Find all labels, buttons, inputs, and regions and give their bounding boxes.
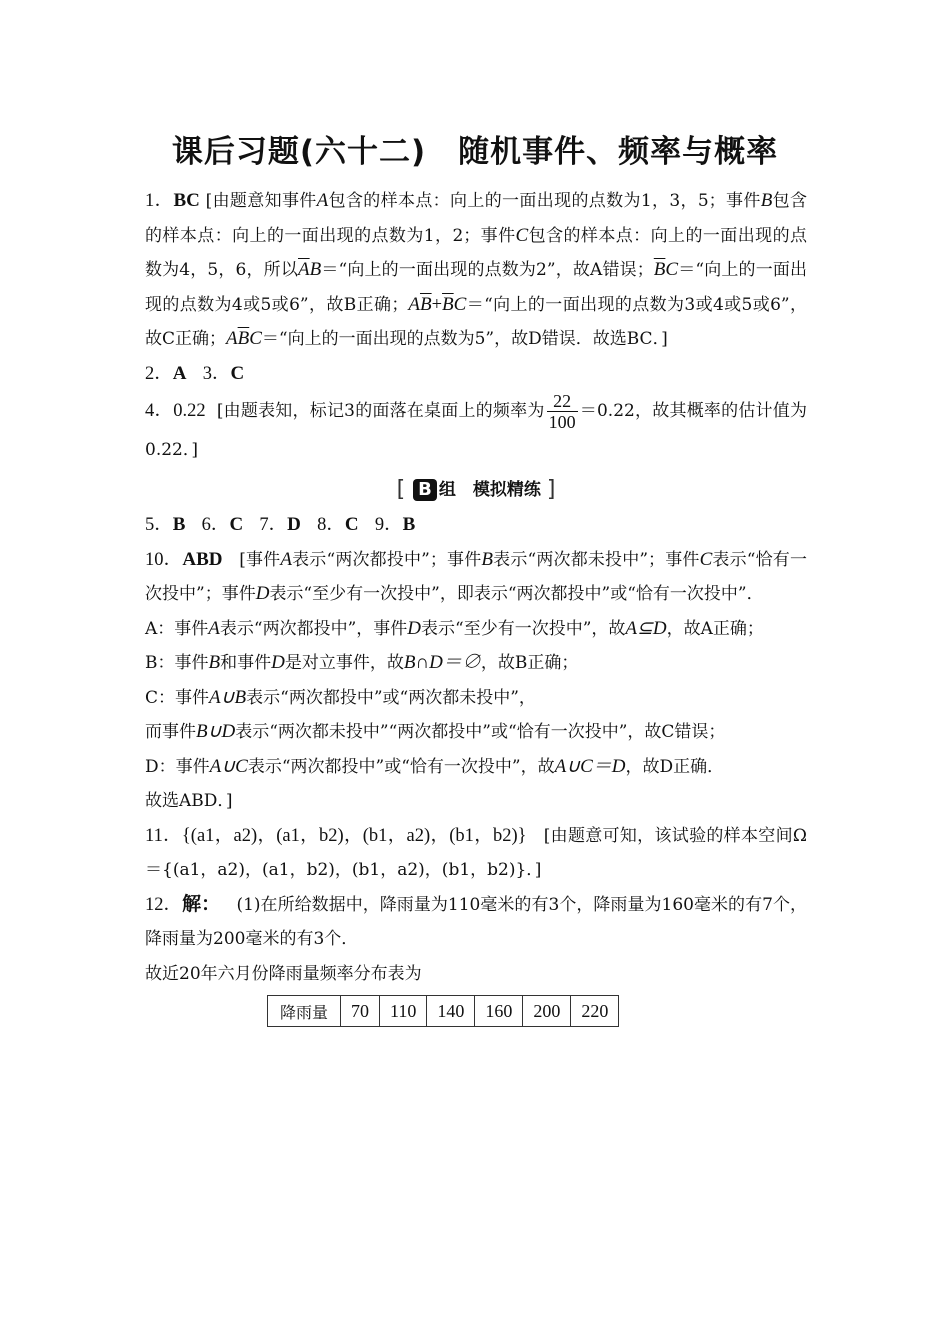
q1-expr-abar: $\overline{A}$ [298, 259, 310, 280]
q4-fraction [547, 391, 578, 432]
question-4 [145, 391, 807, 468]
q12-text-1: (1)在所给数据中，降雨量为110毫米的有3个，降雨量为160毫米的有7个，降雨量为200毫米的有3个． [145, 894, 807, 949]
q1-var-b: B [760, 190, 773, 211]
q1-expr-bbar: $\overline{B}$ [653, 259, 666, 280]
q1-text-3: 事件 [725, 191, 761, 211]
q10-b-text-1: B：事件 [145, 653, 209, 673]
q5-number: 5． [145, 515, 173, 535]
q10-d-text-1: D：事件 [145, 756, 210, 777]
q1-answer: BC [173, 190, 200, 211]
q10-text-1: [事件 [239, 549, 281, 570]
q10-c-text-4: 而事件 [145, 722, 196, 742]
q7-number: 7． [259, 515, 288, 535]
q1-text-6: ＝“向上的一面出现的点数为2”，故A错误； [321, 260, 654, 280]
q1-expr-c: C [665, 259, 679, 280]
table-cell-200: 200 [523, 996, 571, 1027]
q4-text-2: ＝0.22，故其概率的估计值为0.22．] [145, 401, 807, 460]
q10-number: 10． [145, 549, 183, 570]
question-10-intro [145, 543, 807, 612]
question-1 [145, 184, 807, 357]
table-cell-70: 70 [341, 996, 380, 1027]
questions-5-9 [145, 508, 807, 543]
q6-answer: C [229, 514, 244, 535]
q7-answer: D [287, 514, 301, 535]
q1-expr-a-bbar [408, 294, 431, 315]
q3-answer: C [230, 362, 245, 384]
q10-b-text-2: 和事件 [220, 653, 272, 673]
q1-text-2: 包含的样本点：向上的一面出现的点数为1，3，5； [328, 191, 726, 211]
q1-var-a: A [316, 190, 329, 211]
q10-c-text-6: 表示“两次都未投中”“两次都投中”或“恰有一次投中”，故C错误； [235, 722, 726, 742]
q1-text-9: ＝“向上的一面出现的点数为5”，故D错误．故选BC．] [261, 329, 668, 349]
question-10-option-c [145, 681, 807, 750]
q8-number: 8． [317, 515, 345, 535]
answer-content [145, 184, 807, 1027]
q10-b-var-b: B [208, 652, 221, 673]
q1-text-8: ＝“向上的一面出现的点数为3或4或5或6”，故C正确； [145, 294, 807, 349]
q10-var-a: A [280, 548, 292, 570]
rainfall-frequency-table [267, 995, 619, 1027]
table-header-cell: 降雨量 [268, 996, 341, 1027]
q1-expr-bbar3: $\overline{B}$ [442, 293, 454, 315]
question-10-option-b [145, 646, 807, 681]
q2-number: 2． [145, 363, 173, 384]
question-11 [145, 819, 807, 888]
q12-number: 12． [145, 894, 183, 915]
q10-var-d: D [255, 583, 270, 604]
page-title: 课后习题(六十二) 随机事件、频率与概率 [171, 134, 779, 170]
q10-a-var-d: D [407, 617, 422, 639]
q11-number: 11． [145, 825, 182, 846]
group-bracket-close: ] [546, 477, 556, 502]
question-10-option-a [145, 612, 807, 647]
q1-expr-bbar2: $\overline{B}$ [419, 293, 432, 315]
q10-a-text-5: ，故A正确； [666, 618, 764, 639]
group-bracket-open: [ [396, 477, 406, 502]
q10-a-text-2: 表示“两次都投中”，事件 [219, 618, 408, 639]
q10-c-text-3: 表示“两次都投中”或“两次都未投中”， [246, 687, 536, 708]
q1-expr-a3: A [226, 328, 238, 349]
q1-expr-bbar-c [654, 259, 678, 280]
q9-answer: B [402, 514, 416, 535]
q1-text-4: 包含的样本点：向上的一面出现的点数为1，2；事件 [145, 191, 808, 246]
q8-answer: C [344, 514, 359, 535]
q10-b-expr: B∩D＝∅ [403, 652, 481, 673]
q1-number: 1． [145, 191, 174, 211]
q10-d-expr-1: A∪C [209, 755, 248, 777]
q10-c-expr-2: B∪D [196, 721, 236, 742]
question-12-table-intro [145, 957, 807, 992]
q10-b-text-5: ，故B正确； [480, 653, 579, 673]
table-cell-110: 110 [380, 996, 427, 1027]
q10-text-3: 表示“两次都未投中”；事件 [492, 549, 700, 570]
question-2-3 [145, 357, 807, 392]
q1-expr-c2: C [453, 293, 467, 315]
q4-numerator: 22 [547, 391, 578, 412]
q4-text-1: [由题表知，标记3的面落在桌面上的频率为 [216, 401, 545, 421]
q10-answer: ABD [182, 548, 223, 570]
q1-var-c: C [515, 224, 529, 246]
q1-expr-bbar-c2 [442, 294, 466, 315]
q1-text-7: ＝“向上的一面出现的点数为4或5或6”，故B正确； [145, 260, 807, 315]
q10-var-c: C [699, 548, 713, 570]
q10-c-expr-1: A∪B [209, 686, 247, 708]
q1-expr-a2: A [408, 293, 420, 315]
group-letter-badge: B [413, 479, 437, 501]
table-cell-140: 140 [427, 996, 475, 1027]
q1-expr-a-bbar-c [226, 328, 262, 349]
q10-a-var-a: A [208, 617, 220, 639]
q10-d-text-3: 表示“两次都投中”或“恰有一次投中”，故 [247, 756, 555, 777]
table-cell-220: 220 [571, 996, 619, 1027]
group-label: 组 模拟精练 [438, 480, 541, 500]
q10-c-text-1: C：事件 [145, 687, 210, 708]
q10-a-text-3: 表示“至少有一次投中”，故 [421, 618, 626, 639]
q12-label: 解： [182, 893, 221, 915]
q10-a-expr: A⊆D [625, 617, 667, 639]
q10-d-text-5: ，故D正确． [625, 756, 725, 777]
q10-end: 故选ABD．] [145, 791, 233, 811]
question-12 [145, 888, 807, 957]
q10-d-expr-2: A∪C＝D [554, 755, 626, 777]
q9-number: 9． [374, 515, 403, 535]
q1-expr-b: B [309, 259, 322, 280]
q1-expr-c3: C [249, 328, 262, 349]
q11-text: [由题意可知，该试验的样本空间Ω＝{(a1，a2)，(a1，b2)，(b1，a2)，(b1，b2)}．] [145, 825, 807, 880]
q12-text-2: 故近20年六月份降雨量频率分布表为 [145, 963, 422, 984]
q10-text-2: 表示“两次都投中”；事件 [291, 549, 482, 570]
q1-expr-bbar4: $\overline{B}$ [237, 328, 250, 349]
q10-b-text-3: 是对立事件，故 [284, 653, 404, 673]
q1-plus: + [431, 294, 443, 315]
q1-expr-abar-b [298, 259, 321, 280]
q10-a-text-1: A：事件 [145, 618, 209, 639]
q4-number: 4． [145, 401, 174, 421]
q6-number: 6． [201, 515, 230, 535]
q4-denominator: 100 [548, 412, 576, 432]
q1-text-1: [由题意知事件 [205, 191, 317, 211]
q10-text-4: 表示“恰有一次投中”；事件 [145, 549, 807, 604]
group-b-heading [145, 472, 807, 508]
q10-b-var-d: D [271, 652, 285, 673]
q5-answer: B [172, 514, 186, 535]
q10-text-5: 表示“至少有一次投中”，即表示“两次都投中”或“恰有一次投中”． [269, 584, 764, 604]
table-cell-160: 160 [475, 996, 523, 1027]
question-10-conclusion [145, 784, 807, 819]
q4-answer: 0.22 [173, 401, 206, 421]
table-row [268, 996, 619, 1027]
q10-var-b: B [481, 548, 493, 570]
q2-answer: A [172, 362, 187, 384]
q3-number: 3． [202, 363, 231, 384]
question-10-option-d [145, 750, 807, 785]
q11-answer: {(a1，a2)，(a1，b2)，(b1，a2)，(b1，b2)} [181, 825, 527, 846]
q1-text-5: 包含的样本点：向上的一面出现的点数为4，5，6，所以 [145, 225, 807, 280]
